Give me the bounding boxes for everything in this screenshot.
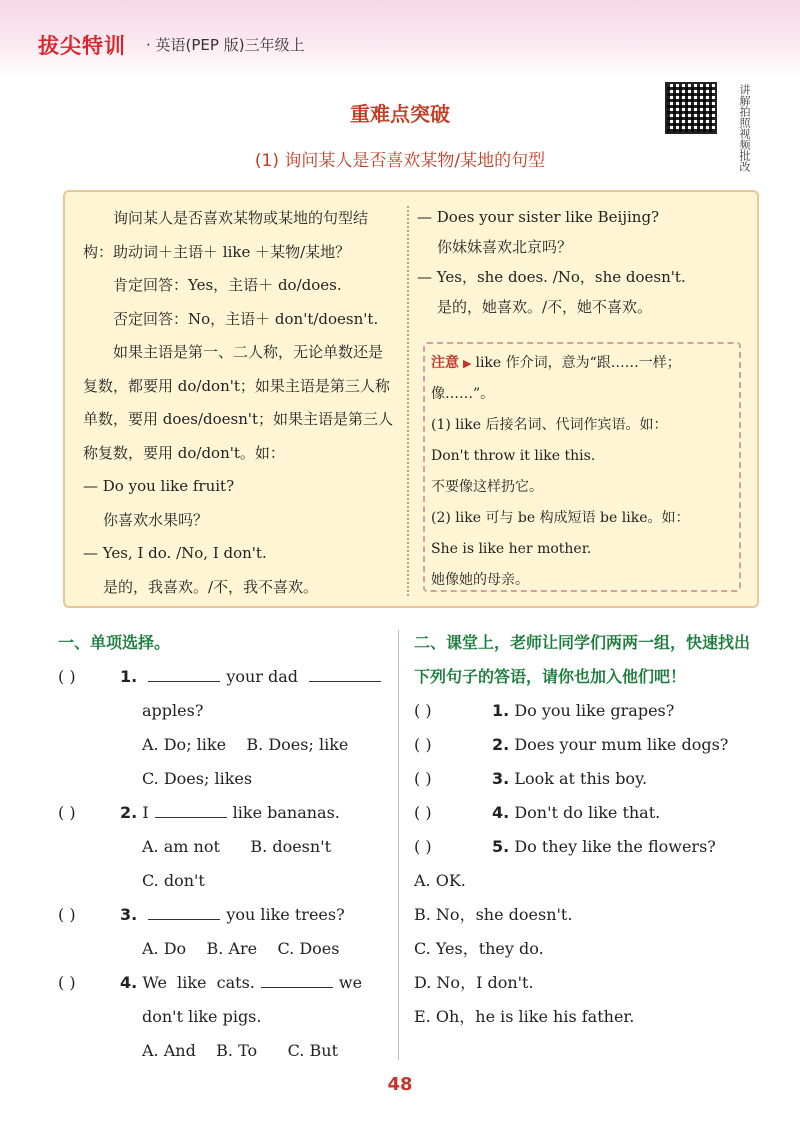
match-item <box>414 762 760 796</box>
grammar-example: 是的，我喜欢。/不，我不喜欢。 <box>103 577 319 596</box>
question-text: Don't do like that. <box>514 803 661 822</box>
question-text: I <box>142 803 149 822</box>
question-text: Do they like the flowers? <box>514 837 716 856</box>
question-text: like bananas. <box>232 803 340 822</box>
question-options: A. And B. To C. But <box>142 1041 339 1060</box>
question-2 <box>58 796 390 830</box>
answer-paren[interactable]: ( ) <box>414 701 432 720</box>
answer-paren[interactable]: ( ) <box>414 837 432 856</box>
match-item <box>414 694 760 728</box>
grammar-text: 询问某人是否喜欢某物或某地的句型结构：助动词＋主语＋ like ＋某物/某地？ <box>83 209 369 261</box>
question-text: your dad <box>226 667 299 686</box>
question-3 <box>58 898 390 932</box>
brand-logo: 拔尖特训 <box>38 34 126 58</box>
answer-paren[interactable]: ( ) <box>414 803 432 822</box>
answer-paren[interactable]: ( ) <box>414 735 432 754</box>
question-options: C. don't <box>142 871 205 890</box>
question-number: 5. <box>492 837 510 856</box>
grammar-divider <box>407 206 409 596</box>
question-text: we <box>338 973 363 992</box>
answer-option: A. OK. <box>414 871 466 890</box>
note-tag: 注意 <box>431 355 459 371</box>
question-text: Look at this boy. <box>514 769 648 788</box>
part1-questions <box>58 626 390 1068</box>
column-divider <box>398 630 399 1060</box>
grammar-text: 否定回答：No，主语＋ don't/doesn't. <box>113 309 379 328</box>
part2-questions <box>414 626 760 1034</box>
grammar-example: — Does your sister like Beijing? <box>417 208 660 226</box>
question-number: 2. <box>120 803 138 822</box>
answer-paren[interactable]: ( ) <box>58 905 76 924</box>
question-number: 1. <box>120 667 138 686</box>
question-number: 4. <box>120 973 138 992</box>
answer-paren[interactable]: ( ) <box>414 769 432 788</box>
section-subtitle: (1) 询问某人是否喜欢某物/某地的句型 <box>254 151 546 171</box>
question-number: 4. <box>492 803 510 822</box>
question-text: you like trees? <box>226 905 345 924</box>
fill-blank[interactable] <box>309 669 381 682</box>
answer-option: C. Yes，they do. <box>414 939 544 958</box>
grammar-example: 你喜欢水果吗？ <box>103 510 209 529</box>
answer-paren[interactable]: ( ) <box>58 803 76 822</box>
answer-option: E. Oh，he is like his father. <box>414 1007 635 1026</box>
answer-option: B. No，she doesn't. <box>414 905 573 924</box>
fill-blank[interactable] <box>148 907 220 920</box>
note-text: 她像她的母亲。 <box>431 572 529 588</box>
grammar-right-column <box>417 202 747 322</box>
match-item <box>414 796 760 830</box>
question-number: 1. <box>492 701 510 720</box>
question-text: Do you like grapes? <box>514 701 675 720</box>
question-number: 3. <box>492 769 510 788</box>
match-item <box>414 728 760 762</box>
grammar-text: 如果主语是第一、二人称，无论单数还是复数，都要用 do/don't；如果主语是第三人称单数，要用 does/doesn't；如果主语是第三人称复数，要用 do/don't。如： <box>83 343 394 462</box>
fill-blank[interactable] <box>261 975 333 988</box>
grammar-example: 是的，她喜欢。/不，她不喜欢。 <box>437 298 653 316</box>
question-text: Does your mum like dogs? <box>514 735 729 754</box>
note-text: 不要像这样扔它。 <box>431 479 543 495</box>
grammar-example: — Yes，she does. /No，she doesn't. <box>417 268 686 286</box>
grammar-example: — Yes, I do. /No, I don't. <box>83 544 267 562</box>
part1-heading: 一、单项选择。 <box>58 633 171 652</box>
grammar-example: 你妹妹喜欢北京吗？ <box>437 238 573 256</box>
note-text: (2) like 可与 be 构成短语 be like。如： <box>431 510 690 526</box>
question-text: apples? <box>142 701 204 720</box>
grammar-example: — Do you like fruit? <box>83 477 235 495</box>
question-options: A. Do B. Are C. Does <box>142 939 340 958</box>
question-options: A. Do; like B. Does; like <box>142 735 349 754</box>
question-1 <box>58 660 390 694</box>
note-box <box>423 342 741 592</box>
fill-blank[interactable] <box>155 805 227 818</box>
question-options: C. Does; likes <box>142 769 253 788</box>
part2-heading: 二、课堂上，老师让同学们两两一组，快速找出下列句子的答语，请你也加入他们吧！ <box>414 633 751 686</box>
question-number: 2. <box>492 735 510 754</box>
grammar-left-column <box>83 202 395 604</box>
note-text: (1) like 后接名词、代词作宾语。如： <box>431 417 668 433</box>
grammar-box <box>63 190 759 608</box>
question-4 <box>58 966 390 1000</box>
match-item <box>414 830 760 864</box>
note-text: She is like her mother. <box>431 541 592 557</box>
question-text: We like cats. <box>142 973 255 992</box>
page-number: 48 <box>387 1074 413 1095</box>
triangle-icon: ▶ <box>463 357 472 370</box>
question-text: don't like pigs. <box>142 1007 262 1026</box>
section-title: 重难点突破 <box>350 102 450 126</box>
answer-option: D. No，I don't. <box>414 973 534 992</box>
answer-paren[interactable]: ( ) <box>58 667 76 686</box>
answer-paren[interactable]: ( ) <box>58 973 76 992</box>
question-options: A. am not B. doesn't <box>142 837 332 856</box>
fill-blank[interactable] <box>148 669 220 682</box>
question-number: 3. <box>120 905 138 924</box>
grammar-text: 肯定回答：Yes，主语＋ do/does. <box>113 276 342 294</box>
book-subject: · 英语(PEP 版)三年级上 <box>146 36 305 54</box>
qr-label: 讲解拍照视频批改 <box>738 84 751 172</box>
note-text: Don't throw it like this. <box>431 448 596 464</box>
note-text: like 作介词，意为“跟……一样；像……”。 <box>431 355 681 402</box>
